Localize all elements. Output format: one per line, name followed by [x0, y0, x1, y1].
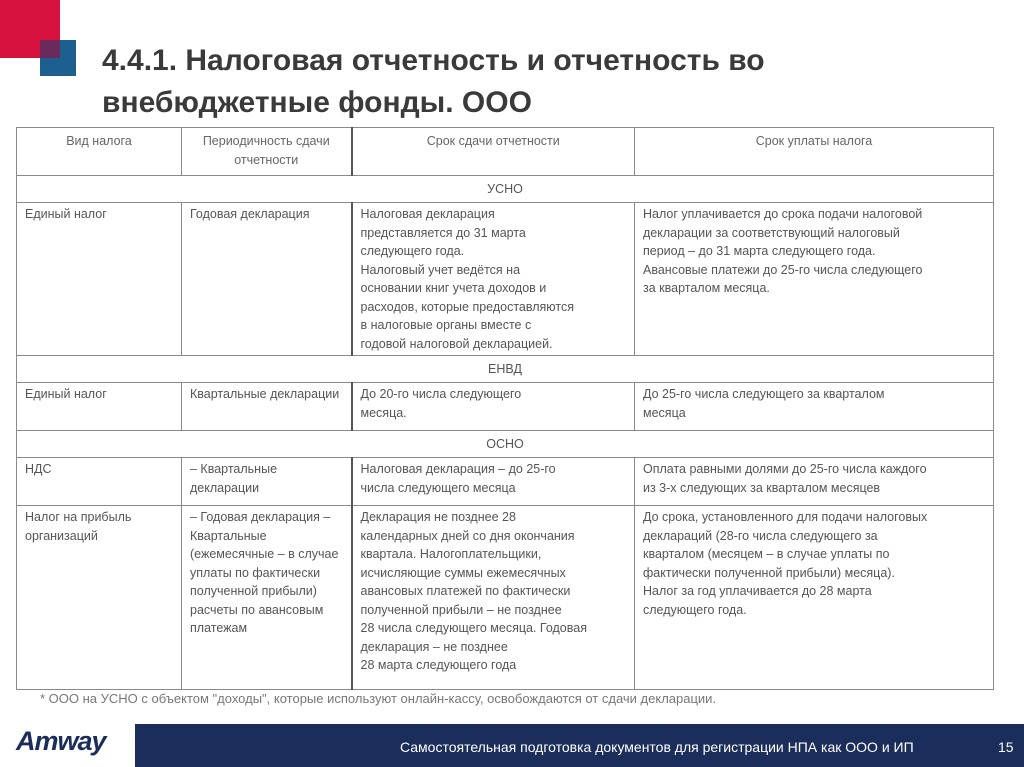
footer-caption: Самостоятельная подготовка документов для регистрации НПА как ООО и ИП [400, 739, 914, 755]
cell-line: деклараций (28-го числа следующего за [643, 528, 878, 543]
cell-line: авансовых платежей по фактически [360, 584, 571, 598]
section-usno: УСНО [17, 176, 994, 203]
cell-line: Декларация не позднее 28 [360, 510, 516, 524]
page-title-line-2: внебюджетные фонды. ООО [102, 86, 532, 119]
cell-line: Оплата равными долями до 25-го числа каждого [643, 462, 927, 476]
cell-line: за кварталом месяца. [643, 281, 770, 295]
cell-line: из 3-х следующих за кварталом месяцев [643, 480, 881, 495]
cell-payment [635, 506, 994, 690]
decor-overlap-square [40, 40, 60, 58]
cell-line: квартала. Налогоплательщики, [360, 547, 542, 561]
cell-line: месяца. [360, 405, 407, 420]
header-payment-deadline: Срок уплаты налога [635, 128, 994, 176]
cell-line: До 25-го числа следующего за кварталом [643, 387, 885, 401]
section-envd: ЕНВД [17, 356, 994, 383]
page-title [102, 40, 982, 124]
cell-line: Налоговая декларация [360, 207, 495, 221]
cell-line: следующего года. [360, 244, 465, 258]
cell-line: Налог уплачивается до срока подачи налоговой [643, 207, 923, 221]
cell-payment [635, 458, 994, 506]
cell-line: Авансовые платежи до 25-го числа следующего [643, 262, 923, 277]
header-tax-type: Вид налога [17, 128, 182, 176]
cell-line: Налоговый учет ведётся на [360, 262, 521, 277]
page-number: 15 [998, 739, 1014, 755]
cell-period: Годовая декларация [182, 203, 352, 356]
cell-period: Квартальные декларации [182, 383, 352, 431]
header-periodicity: Периодичность сдачи отчетности [182, 128, 352, 176]
cell-filing [352, 506, 635, 690]
cell-line: числа следующего месяца [360, 480, 516, 495]
cell-line: декларации за соответствующий налоговый [643, 225, 900, 240]
cell-line: полученной прибыли – не позднее [360, 602, 562, 617]
header-filing-deadline: Срок сдачи отчетности [352, 128, 635, 176]
cell-line: расходов, которые предоставляются [360, 299, 575, 314]
cell-line: Налог за год уплачивается до 28 марта [643, 584, 872, 598]
cell-line: фактически полученной прибыли) месяца). [643, 565, 895, 580]
cell-line: в налоговые органы вместе с [360, 318, 532, 332]
cell-payment [635, 383, 994, 431]
section-osno: ОСНО [17, 431, 994, 458]
section-row [17, 176, 994, 203]
table-row [17, 506, 994, 690]
cell-period: – Годовая декларация – Квартальные (ежемесячные – в случае уплаты по фактически полученной прибыли) расчеты по авансовым платежам [182, 506, 352, 690]
tax-reporting-table [16, 127, 994, 690]
cell-line: месяца [643, 405, 686, 420]
cell-line: Налоговая декларация – до 25-го [360, 462, 556, 476]
cell-line: годовой налоговой декларацией. [360, 336, 553, 351]
cell-line: период – до 31 марта следующего года. [643, 244, 876, 258]
table-header-row [17, 128, 994, 176]
cell-line: кварталом (месяцем – в случае уплаты по [643, 547, 890, 561]
cell-filing [352, 203, 635, 356]
cell-line: календарных дней со дня окончания [360, 528, 575, 543]
cell-tax: Единый налог [17, 383, 182, 431]
footnote: * ООО на УСНО с объектом "доходы", которые используют онлайн-кассу, освобождаются от сдачи декларации. [40, 691, 717, 706]
cell-period: – Квартальные декларации [182, 458, 352, 506]
cell-tax: НДС [17, 458, 182, 506]
cell-payment [635, 203, 994, 356]
cell-tax: Налог на прибыль организаций [17, 506, 182, 690]
cell-filing [352, 458, 635, 506]
cell-line: исчисляющие суммы ежемесячных [360, 565, 566, 580]
cell-line: До срока, установленного для подачи налоговых [643, 510, 928, 524]
section-row [17, 356, 994, 383]
cell-line: декларация – не позднее [360, 639, 508, 654]
cell-line: следующего года. [643, 602, 747, 617]
cell-line: 28 марта следующего года [360, 658, 517, 672]
cell-line: основании книг учета доходов и [360, 281, 547, 295]
cell-line: 28 числа следующего месяца. Годовая [360, 621, 587, 635]
section-row [17, 431, 994, 458]
table-row [17, 203, 994, 356]
amway-logo: Amway [16, 726, 106, 756]
table-row [17, 458, 994, 506]
cell-filing [352, 383, 635, 431]
cell-line: представляется до 31 марта [360, 225, 526, 240]
table-row [17, 383, 994, 431]
cell-line: До 20-го числа следующего [360, 387, 522, 401]
cell-tax: Единый налог [17, 203, 182, 356]
page-title-line-1: 4.4.1. Налоговая отчетность и отчетность во [102, 44, 765, 77]
